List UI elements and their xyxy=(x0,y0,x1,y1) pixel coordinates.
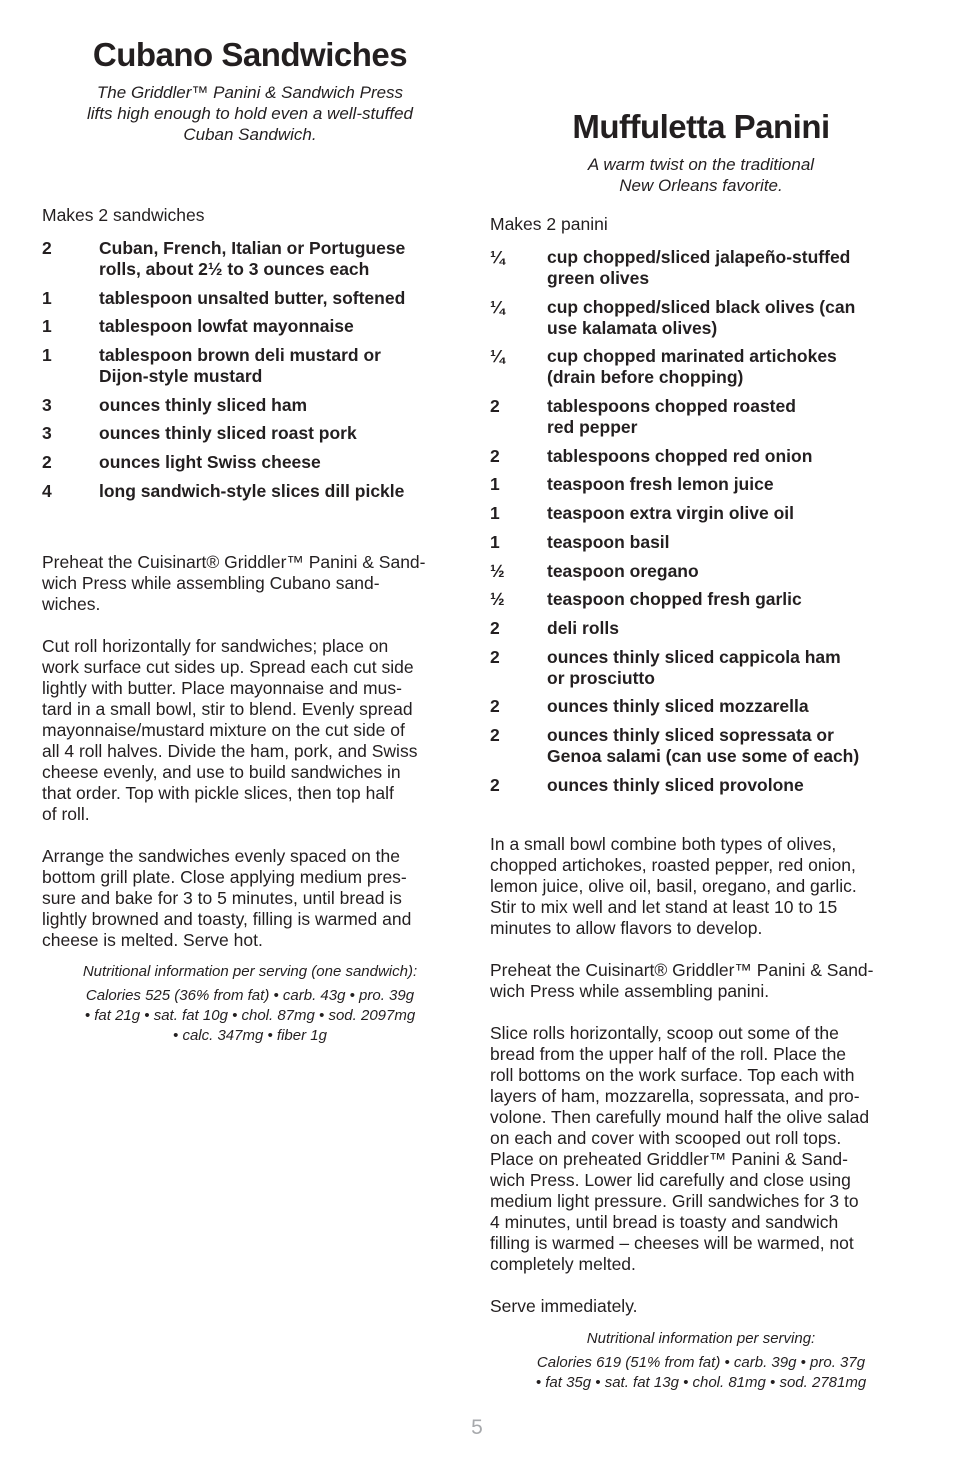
ingredient-desc xyxy=(99,288,458,309)
yield-text: Makes 2 panini xyxy=(490,214,608,234)
ingredient-item xyxy=(42,481,458,502)
nutrition-line: • fat 35g • sat. fat 13g • chol. 81mg • sod. 2781mg xyxy=(535,1373,867,1391)
ingredient-list xyxy=(490,247,912,796)
paragraph-line: volone. Then carefully mound half the olive salad xyxy=(490,1106,870,1127)
ingredient-desc xyxy=(547,297,912,339)
tagline-line: A warm twist on the traditional xyxy=(587,155,815,174)
yield-text: Makes 2 sandwiches xyxy=(42,205,205,225)
paragraph-line: wich Press. Lower lid carefully and close using xyxy=(490,1169,851,1190)
ingredient-line: teaspoon extra virgin olive oil xyxy=(547,503,795,524)
ingredient-desc xyxy=(547,696,912,717)
paragraph-line: layers of ham, mozzarella, sopressata, and pro- xyxy=(490,1085,860,1106)
paragraph-line: chopped artichokes, roasted pepper, red onion, xyxy=(490,854,856,875)
ingredient-desc xyxy=(99,481,458,502)
ingredient-item xyxy=(42,238,458,280)
ingredient-qty: 3 xyxy=(42,423,52,444)
ingredient-item xyxy=(490,647,912,689)
ingredient-line: long sandwich-style slices dill pickle xyxy=(99,480,405,501)
ingredient-qty: 3 xyxy=(42,394,52,415)
paragraph-line: wich Press while assembling Cubano sand- xyxy=(42,572,380,593)
ingredient-line: teaspoon fresh lemon juice xyxy=(547,474,774,495)
ingredient-desc xyxy=(547,446,912,467)
tagline-line: New Orleans favorite. xyxy=(619,176,783,195)
ingredient-qty: 1 xyxy=(490,531,500,552)
ingredient-qty: ½ xyxy=(490,560,505,581)
ingredient-line: use kalamata olives) xyxy=(547,317,718,338)
ingredient-line: deli rolls xyxy=(547,617,619,638)
ingredient-line: cup chopped/sliced black olives (can xyxy=(547,296,856,317)
ingredient-desc xyxy=(99,395,458,416)
ingredient-item xyxy=(42,316,458,337)
ingredient-qty: 2 xyxy=(42,238,52,258)
paragraph-line: wich Press while assembling panini. xyxy=(490,980,770,1001)
ingredient-line: tablespoon brown deli mustard or xyxy=(99,345,381,366)
ingredient-qty: ½ xyxy=(490,589,505,610)
tagline-line: Cuban Sandwich. xyxy=(183,125,317,144)
ingredient-item xyxy=(490,775,912,796)
paragraph-line: minutes to allow flavors to develop. xyxy=(490,917,763,938)
ingredient-line: teaspoon basil xyxy=(547,531,670,552)
paragraph-line: lightly browned and toasty, filling is warmed and xyxy=(42,908,412,929)
ingredient-qty: 1 xyxy=(42,345,52,366)
paragraph-line: cheese evenly, and use to build sandwiches in xyxy=(42,761,401,782)
paragraph-line: bottom grill plate. Close applying medium pres- xyxy=(42,866,407,887)
ingredient-line: tablespoons chopped red onion xyxy=(547,445,813,466)
tagline-line: lifts high enough to hold even a well-stuffed xyxy=(86,104,414,123)
page-number: 5 xyxy=(471,1416,483,1439)
paragraph-line: completely melted. xyxy=(490,1253,636,1274)
nutrition-heading: Nutritional information per serving: xyxy=(586,1329,816,1347)
ingredient-qty: 4 xyxy=(42,480,52,501)
ingredient-desc xyxy=(547,247,912,289)
instruction-paragraph xyxy=(42,552,458,615)
ingredient-item xyxy=(490,561,912,582)
ingredient-line: teaspoon chopped fresh garlic xyxy=(547,589,802,610)
paragraph-line: Cut roll horizontally for sandwiches; place on xyxy=(42,635,389,656)
ingredient-desc xyxy=(547,589,912,610)
ingredient-line: cup chopped/sliced jalapeño-stuffed xyxy=(547,247,851,267)
paragraph-line: cheese is melted. Serve hot. xyxy=(42,929,263,950)
ingredient-item xyxy=(490,503,912,524)
ingredient-line: ounces thinly sliced ham xyxy=(99,394,308,415)
ingredient-qty: 1 xyxy=(490,474,500,495)
instruction-paragraph xyxy=(490,1296,912,1317)
ingredient-line: ounces thinly sliced mozzarella xyxy=(547,696,809,717)
ingredient-desc xyxy=(547,618,912,639)
ingredient-item xyxy=(490,396,912,438)
ingredient-line: tablespoon unsalted butter, softened xyxy=(99,287,406,308)
instruction-paragraph xyxy=(490,960,912,1002)
ingredient-line: cup chopped marinated artichokes xyxy=(547,346,837,367)
ingredient-item xyxy=(490,589,912,610)
paragraph-line: Preheat the Cuisinart® Griddler™ Panini & Sand- xyxy=(490,959,874,980)
ingredient-qty: 2 xyxy=(490,774,500,795)
ingredient-line: teaspoon oregano xyxy=(547,560,699,581)
ingredient-line: Dijon-style mustard xyxy=(99,366,263,387)
paragraph-line: lemon juice, olive oil, basil, oregano, and garlic. xyxy=(490,875,857,896)
ingredient-line: ounces thinly sliced roast pork xyxy=(99,423,357,444)
ingredient-desc xyxy=(547,725,912,767)
ingredient-desc xyxy=(547,346,912,388)
muffuletta-recipe xyxy=(490,0,912,1393)
paragraph-line: roll bottoms on the work surface. Top each with xyxy=(490,1064,855,1085)
paragraph-line: bread from the upper half of the roll. Place the xyxy=(490,1043,847,1064)
instruction-paragraph xyxy=(42,846,458,951)
ingredient-line: tablespoon lowfat mayonnaise xyxy=(99,316,354,337)
ingredient-desc xyxy=(99,238,458,280)
nutrition-heading: Nutritional information per serving (one sandwich): xyxy=(82,962,418,980)
ingredient-qty: 2 xyxy=(490,396,500,417)
ingredient-qty: 2 xyxy=(490,724,500,745)
nutrition-line: Calories 619 (51% from fat) • carb. 39g • pro. 37g xyxy=(536,1353,866,1371)
ingredient-qty: 1 xyxy=(490,503,500,524)
ingredient-desc xyxy=(99,316,458,337)
paragraph-line: filling is warmed – cheeses will be warmed, not xyxy=(490,1232,854,1253)
ingredient-qty: 2 xyxy=(490,617,500,638)
paragraph-line: 4 minutes, until bread is toasty and sandwich xyxy=(490,1211,839,1232)
ingredient-item xyxy=(490,297,912,339)
ingredient-item xyxy=(490,532,912,553)
ingredient-line: green olives xyxy=(547,268,650,288)
recipe-title: Muffuletta Panini xyxy=(572,108,830,145)
ingredient-qty: ¼ xyxy=(490,296,505,317)
ingredient-desc xyxy=(547,647,912,689)
nutrition-line: • fat 21g • sat. fat 10g • chol. 87mg • sod. 2097mg xyxy=(84,1006,416,1024)
ingredient-item xyxy=(42,452,458,473)
ingredient-line: ounces light Swiss cheese xyxy=(99,452,321,473)
ingredient-item xyxy=(42,395,458,416)
ingredient-line: ounces thinly sliced provolone xyxy=(547,774,804,795)
paragraph-line: Place on preheated Griddler™ Panini & Sand- xyxy=(490,1148,848,1169)
ingredient-qty: ¼ xyxy=(490,247,505,267)
ingredient-desc xyxy=(547,503,912,524)
ingredient-line: tablespoons chopped roasted xyxy=(547,396,796,417)
ingredient-item xyxy=(490,346,912,388)
ingredient-line: or prosciutto xyxy=(547,667,655,688)
ingredient-line: ounces thinly sliced sopressata or xyxy=(547,724,834,745)
ingredient-desc xyxy=(547,396,912,438)
paragraph-line: that order. Top with pickle slices, then top half xyxy=(42,782,394,803)
ingredient-line: Cuban, French, Italian or Portuguese xyxy=(99,238,406,258)
nutrition-facts xyxy=(490,1353,912,1393)
paragraph-line: all 4 roll halves. Divide the ham, pork, and Swiss xyxy=(42,740,418,761)
paragraph-line: lightly with butter. Place mayonnaise and mus- xyxy=(42,677,402,698)
ingredient-desc xyxy=(99,452,458,473)
paragraph-line: work surface cut sides up. Spread each cut side xyxy=(42,656,414,677)
paragraph-line: medium light pressure. Grill sandwiches for 3 to xyxy=(490,1190,859,1211)
paragraph-line: tard in a small bowl, stir to blend. Evenly spread xyxy=(42,698,413,719)
paragraph-line: wiches. xyxy=(42,593,101,614)
paragraph-line: In a small bowl combine both types of olives, xyxy=(490,833,837,854)
ingredient-desc xyxy=(547,532,912,553)
instruction-paragraph xyxy=(42,636,458,825)
ingredient-item xyxy=(490,247,912,289)
ingredient-qty: 2 xyxy=(490,696,500,717)
ingredient-desc xyxy=(547,474,912,495)
ingredient-line: rolls, about 2½ to 3 ounces each xyxy=(99,259,370,279)
instruction-paragraph xyxy=(490,1023,912,1275)
paragraph-line: on each and cover with scooped out roll tops. xyxy=(490,1127,842,1148)
paragraph-line: Slice rolls horizontally, scoop out some of the xyxy=(490,1022,839,1043)
ingredient-qty: 1 xyxy=(42,316,52,337)
ingredient-qty: 2 xyxy=(42,452,52,473)
paragraph-line: Serve immediately. xyxy=(490,1295,638,1316)
nutrition-facts xyxy=(42,986,458,1046)
recipe-tagline xyxy=(42,82,458,145)
instruction-paragraph xyxy=(490,834,912,939)
paragraph-line: Stir to mix well and let stand at least 10 to 15 xyxy=(490,896,838,917)
ingredient-line: Genoa salami (can use some of each) xyxy=(547,745,860,766)
ingredient-desc xyxy=(99,345,458,387)
ingredient-item xyxy=(490,725,912,767)
nutrition-line: Calories 525 (36% from fat) • carb. 43g • pro. 39g xyxy=(85,986,415,1004)
paragraph-line: sure and bake for 3 to 5 minutes, until bread is xyxy=(42,887,402,908)
ingredient-line: red pepper xyxy=(547,417,638,438)
ingredient-item xyxy=(490,474,912,495)
ingredient-desc xyxy=(547,561,912,582)
ingredient-line: ounces thinly sliced cappicola ham xyxy=(547,646,841,667)
ingredient-qty: 2 xyxy=(490,646,500,667)
ingredient-qty: 2 xyxy=(490,445,500,466)
paragraph-line: Preheat the Cuisinart® Griddler™ Panini & Sand- xyxy=(42,551,426,572)
ingredient-item xyxy=(42,423,458,444)
paragraph-line: mayonnaise/mustard mixture on the cut side of xyxy=(42,719,405,740)
ingredient-item xyxy=(490,446,912,467)
ingredient-item xyxy=(490,618,912,639)
ingredient-item xyxy=(490,696,912,717)
recipe-tagline xyxy=(490,154,912,196)
tagline-line: The Griddler™ Panini & Sandwich Press xyxy=(96,83,404,102)
ingredient-qty: ¼ xyxy=(490,346,505,367)
ingredient-item xyxy=(42,288,458,309)
ingredient-item xyxy=(42,345,458,387)
ingredient-list xyxy=(42,238,458,502)
nutrition-line: • calc. 347mg • fiber 1g xyxy=(173,1026,327,1044)
cubano-recipe xyxy=(42,0,458,1046)
recipe-title: Cubano Sandwiches xyxy=(92,36,408,73)
paragraph-line: of roll. xyxy=(42,803,90,824)
ingredient-desc xyxy=(99,423,458,444)
paragraph-line: Arrange the sandwiches evenly spaced on the xyxy=(42,845,401,866)
ingredient-line: (drain before chopping) xyxy=(547,367,744,388)
ingredient-desc xyxy=(547,775,912,796)
ingredient-qty: 1 xyxy=(42,287,52,308)
